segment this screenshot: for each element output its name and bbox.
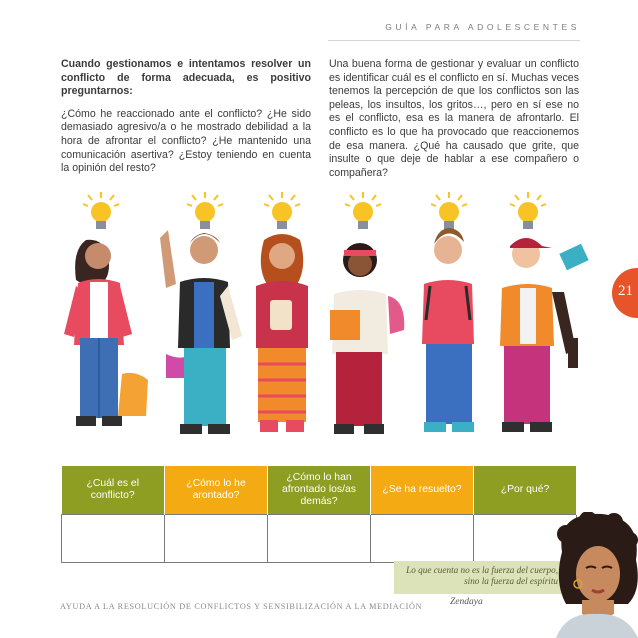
teenagers-illustration xyxy=(48,188,608,466)
lightbulb-icon xyxy=(510,192,546,229)
quote-box xyxy=(394,561,564,594)
teen-girl-striped-pants xyxy=(256,234,308,432)
header-divider xyxy=(328,40,580,41)
left-text-column xyxy=(61,58,311,185)
header-what-is-conflict: ¿Cuál es el conflicto? xyxy=(62,466,165,514)
header-is-it-resolved: ¿Se ha resuelto? xyxy=(371,466,474,514)
lightbulb-icon xyxy=(83,192,119,229)
answer-cell-others-response[interactable] xyxy=(268,514,371,562)
lightbulb-icon xyxy=(264,192,300,229)
footer-text: AYUDA A LA RESOLUCIÓN DE CONFLICTOS Y SENSIBILIZACIÓN A LA MEDIACIÓN xyxy=(60,602,423,611)
lightbulb-icons xyxy=(83,192,546,229)
intro-bold-paragraph: Cuando gestionamos e intentamos resolver un conflicto de forma adecuada, es positivo preguntarnos: xyxy=(61,58,311,98)
header-why: ¿Por qué? xyxy=(474,466,577,514)
zendaya-portrait-illustration xyxy=(552,512,638,638)
teen-boy-red-shirt xyxy=(422,228,474,432)
teen-boy-cap xyxy=(500,238,589,432)
quote-text: Lo que cuenta no es la fuerza del cuerpo, sino la fuerza del espíritu xyxy=(406,565,558,586)
teen-boy-waving xyxy=(160,230,242,434)
page-number: 21 xyxy=(618,283,633,299)
lightbulb-icon xyxy=(187,192,223,229)
answer-cell-conflict[interactable] xyxy=(62,514,165,562)
answer-cell-my-response[interactable] xyxy=(165,514,268,562)
table-header-row xyxy=(62,466,577,514)
reflection-table xyxy=(61,466,577,563)
right-text-column xyxy=(329,58,579,189)
teen-girl-headband xyxy=(330,243,404,434)
header-how-i-faced-it: ¿Cómo lo he arontado? xyxy=(165,466,268,514)
guide-title: GUÍA PARA ADOLESCENTES xyxy=(385,22,580,32)
table-row xyxy=(62,514,577,562)
header-how-others-faced-it: ¿Cómo lo han afrontado los/as demás? xyxy=(268,466,371,514)
quote-author: Zendaya xyxy=(450,597,483,607)
teen-girl-pink-jacket xyxy=(64,240,148,426)
lightbulb-icon xyxy=(431,192,467,229)
reflection-questions-paragraph: ¿Cómo he reaccionado ante el conflicto? ¿He sido demasiado agresivo/a o he mostrado debilidad a la hora de afrontar el conflicto? ¿He mantenido una comunicación asertiva? ¿Estoy teniendo en cuenta la opinión del resto? xyxy=(61,107,311,175)
answer-cell-resolved[interactable] xyxy=(371,514,474,562)
lightbulb-icon xyxy=(345,192,381,229)
conflict-explanation-paragraph: Una buena forma de gestionar y evaluar un conflicto es identificar cuál es el conflicto en sí. Muchas veces tenemos la percepción de que los conflictos son las peleas, los insultos, los gritos…, pero en sí ese no es el conflicto, esa es la manera de afrontarlo. El conflicto es lo que ha provocado que reaccionemos de esa manera. ¿Qué ha causado que grite, que insulte o que deje de hablar a ese compañero o compañera? xyxy=(329,58,579,179)
